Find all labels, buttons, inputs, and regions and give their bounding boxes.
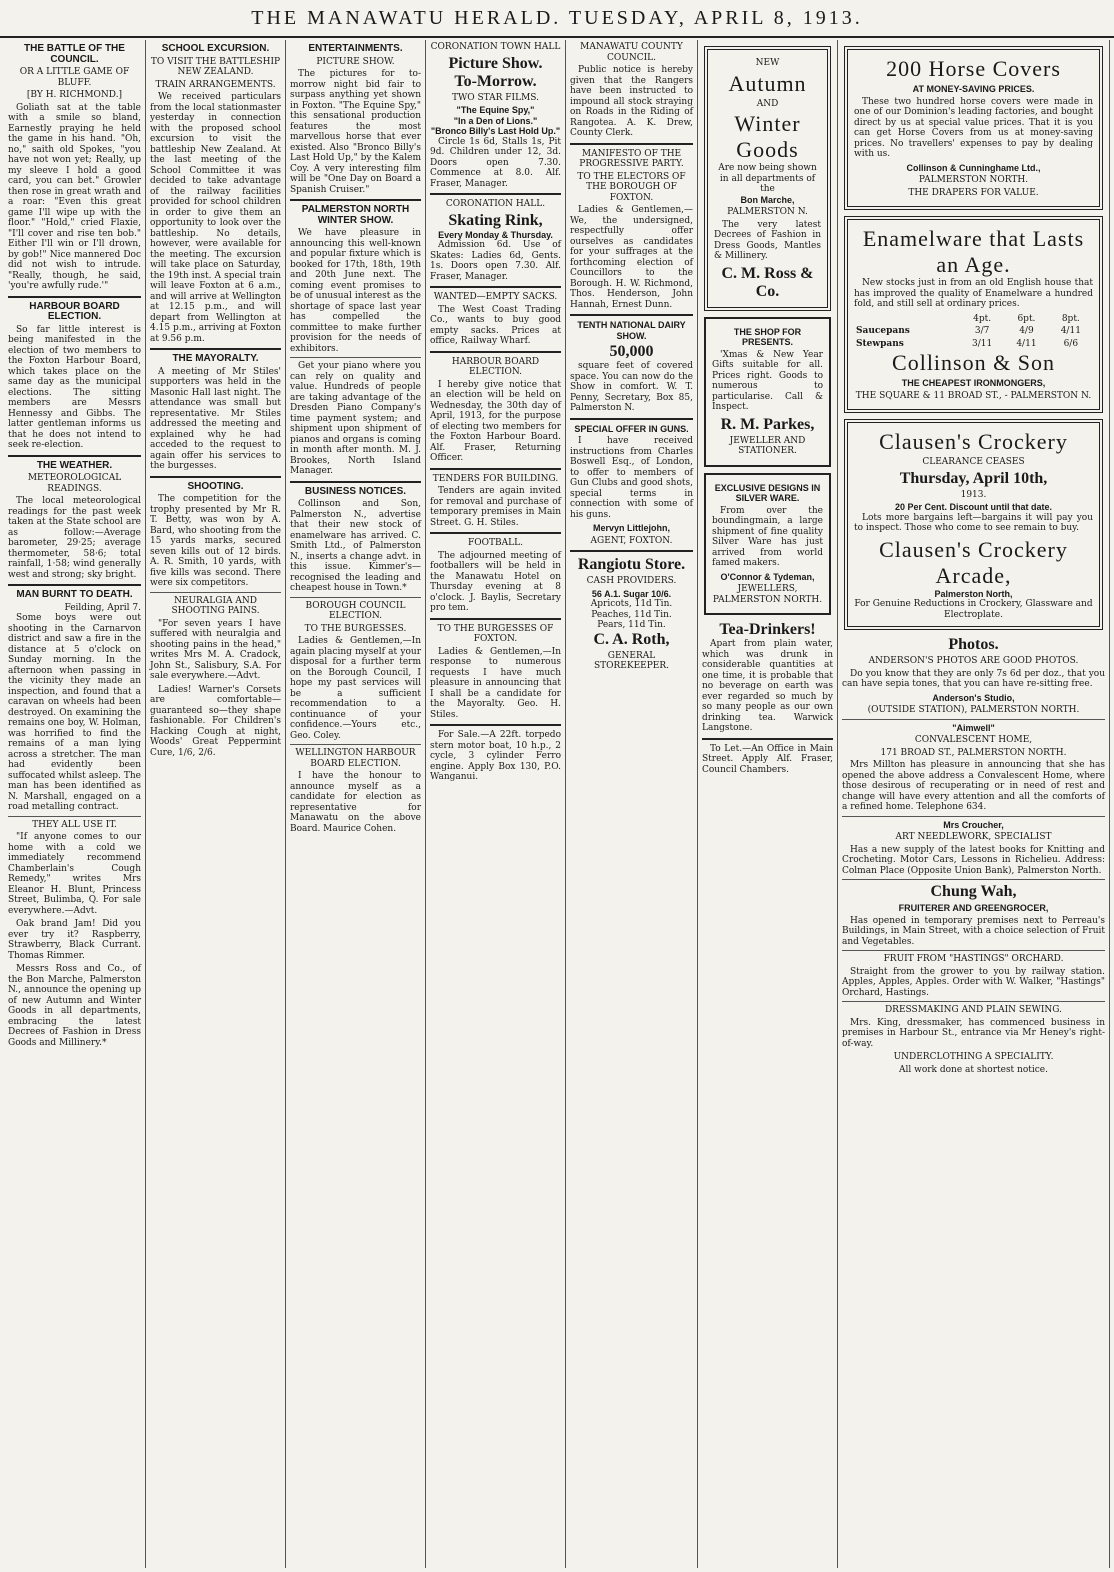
ross-new: NEW bbox=[755, 58, 780, 68]
dairy-title: TENTH NATIONAL DAIRY SHOW. bbox=[577, 320, 686, 341]
neuralgia-body: "For seven years I have suffered with neuralgia and shooting pains in the head," writes Mrs M. A. Cradock, John St., Salisbury, S.A. For sale everywhere.—Advt. bbox=[150, 618, 281, 681]
rangiotu-title: Rangiotu Store. bbox=[577, 556, 686, 573]
clausen-disc: 20 Per Cent. Discount until that date. bbox=[894, 502, 1053, 512]
tolet-body: To Let.—An Office in Main Street. Apply Alf. Fraser, Council Chambers. bbox=[702, 743, 833, 775]
hall-film-2: "In a Den of Lions." bbox=[453, 115, 538, 126]
shooting-body: The competition for the trophy presented by Mr R. T. Betty, was won by A. Bard, who shooting from the 15 yards marks, secured seven kills out of 12 birds. A. R. Smith, 10 yards, with five kills was second. There were six competitors. bbox=[150, 494, 281, 588]
tea-title: Tea-Drinkers! bbox=[719, 621, 816, 638]
fruit-body: Straight from the grower to you by railway station. Apples, Apples, Apples. Order with W. Walker, "Hastings" Orchard, Hastings. bbox=[842, 966, 1105, 998]
silver-name: O'Connor & Tydeman, bbox=[720, 571, 815, 582]
hbe-title: HARBOUR BOARD ELECTION. bbox=[451, 356, 540, 377]
arcade-town: Palmerston North, bbox=[934, 588, 1013, 599]
battle-title: THE BATTLE OF THE COUNCIL. bbox=[24, 43, 125, 65]
hall-title: CORONATION TOWN HALL bbox=[430, 42, 561, 52]
manifesto-subtitle: TO THE ELECTORS OF THE BOROUGH OF FOXTON. bbox=[577, 171, 686, 203]
rangiotu-sugar: 56 A.1. Sugar 10/6. bbox=[591, 588, 672, 599]
column-2 bbox=[146, 40, 286, 1568]
useit-title: THEY ALL USE IT. bbox=[32, 819, 117, 830]
notices-body: Collinson and Son, Palmerston N., advertise that their new stock of enamelware has arrived. C. Smith Ltd., of Palmerston N., inserts a change advt. in this issue. Kimmer's—recognised the leading and cheapest house in Town.* bbox=[290, 499, 421, 593]
county-body: Public notice is hereby given that the Rangers have been instructed to impound all stock straying on Roads in the Riding of Rangotea. A. K. Drew, County Clerk. bbox=[570, 65, 693, 138]
mayoralty-body: A meeting of Mr Stiles' supporters was held in the Masonic Hall last night. The attendance was small but representative. Mr Stiles addressed the meeting and explained why he had acceded to the request to again offer his services to the burgesses. bbox=[150, 366, 281, 471]
aimwell-body: Mrs Millton has pleasure in announcing that she has opened the above address a Convalescent Home, where those desirous of recuperating or in need of rest and change will have every attention and all the comforts of a refined home. Telephone 634. bbox=[842, 760, 1105, 812]
manifesto-title: MANIFESTO OF THE PROGRESSIVE PARTY. bbox=[579, 148, 684, 169]
ross-latest: The very latest Decrees of Fashion in Dress Goods, Mantles & Millinery. bbox=[714, 219, 821, 261]
horse-ad bbox=[844, 46, 1103, 210]
column-1 bbox=[4, 40, 146, 1568]
parkes-body: 'Xmas & New Year Gifts suitable for all. Prices right. Goods to numerous to particularise. Call & Inspect. bbox=[712, 349, 823, 412]
football-body: The adjourned meeting of footballers will be held in the Manawatu Hotel on Thursday evening at 8 o'clock. J. Baylis, Secretary pro tem. bbox=[430, 550, 561, 613]
ross-goods: Goods bbox=[736, 137, 799, 162]
tea-body: Apart from plain water, which was drunk in considerable quantities at one time, it is probable that no beverage on earth was ever regarded so much by so many people as our own drinking tea. Warwick Langstone. bbox=[702, 639, 833, 733]
marche-body: Messrs Ross and Co., of the Bon Marche, Palmerston N., announce the opening up of new Autumn and Winter Goods in all departments, embracing the latest Decrees of Fashion in Dress Goods and Millinery.* bbox=[8, 964, 141, 1048]
guns-agent: Mervyn Littlejohn, bbox=[592, 523, 670, 533]
arcade-title: Clausen's Crockery Arcade, bbox=[879, 536, 1068, 588]
silver-ad bbox=[704, 473, 831, 616]
silver-body: From over the boundingmain, a large shipment of fine quality Silver Ware has just arrived from world famed makers. bbox=[712, 505, 823, 568]
sale-body: For Sale.—A 22ft. torpedo stern motor boat, 10 h.p., 2 cycle, 3 cylinder Ferro engine. Apply Box 130, P.O. Wanganui. bbox=[430, 730, 561, 782]
clausen-ad bbox=[844, 419, 1103, 630]
ross-winter: Winter bbox=[734, 111, 801, 136]
rink-when: Every Monday & Thursday. bbox=[438, 229, 553, 240]
chung-body: Has opened in temporary premises next to Perreau's Buildings, in Main Street, with a choice selection of Fruit and Vegetables. bbox=[842, 915, 1105, 947]
rink-name: Skating Rink, bbox=[448, 211, 543, 229]
column-3 bbox=[286, 40, 426, 1568]
column-6 bbox=[698, 40, 838, 1568]
clausen-year: 1913. bbox=[960, 489, 987, 500]
rink-title: CORONATION HALL. bbox=[445, 199, 546, 209]
weather-body: The local meteorological readings for the past week taken at the State school are as follow:—Average barometer, 29·25; average thermometer, 58·6; total rainfall, 1·58; wind generally west and strong; sky bright. bbox=[8, 496, 141, 580]
clausen-date: Thursday, April 10th, bbox=[899, 469, 1048, 487]
guns-title: SPECIAL OFFER IN GUNS. bbox=[574, 423, 689, 434]
parkes-name: R. M. Parkes, bbox=[720, 415, 815, 433]
ent-body: The pictures for to-morrow night bid fair to surpass anything yet shown in Foxton. "The Equine Spy," this sensational production features the most marvellous horse that ever existed. Also "Bronco Billy's Last Hold Up," by the Kalem Coy. A very interesting film will be "One Day on Board a Spanish Cruiser." bbox=[290, 69, 421, 195]
enamel-ad bbox=[844, 216, 1103, 413]
enamel-price-table: 4pt. 6pt. 8pt. Saucepans 3/7 4/9 4/11 Stewpans 3/11 4/11 6/6 bbox=[854, 313, 1093, 351]
photos-subtitle: ANDERSON'S PHOTOS ARE GOOD PHOTOS. bbox=[868, 656, 1079, 666]
battle-subtitle: OR A LITTLE GAME OF BLUFF. bbox=[19, 67, 130, 88]
horse-subtitle: AT MONEY-SAVING PRICES. bbox=[912, 84, 1035, 94]
dairy-body: square feet of covered space. You can now do the Show in comfort. W. T. Penny, Secretary, Box 85, Palmerston N. bbox=[570, 361, 693, 413]
manifesto-body: Ladies & Gentlemen,—We, the undersigned, respectfully offer ourselves as candidates for your suffrages at the forthcoming election of Councillors to the Borough. H. W. Richmond, Thos. Henderson, John Hannah, Ernest Dunn. bbox=[570, 205, 693, 310]
croucher-title: Mrs Croucher, bbox=[943, 819, 1004, 830]
fruit-title: FRUIT FROM "HASTINGS" ORCHARD. bbox=[883, 954, 1064, 964]
silver-title: EXCLUSIVE DESIGNS IN SILVER WARE. bbox=[714, 482, 821, 503]
wellington-body: I have the honour to announce myself as a candidate for election as representative for Manawatu on the above Board. Maurice Cohen. bbox=[290, 771, 421, 834]
dress-body: Mrs. King, dressmaker, has commenced business in premises in Harbour St., entrance via Mr Heney's right-of-way. bbox=[842, 1017, 1105, 1049]
rangiotu-subtitle: CASH PROVIDERS. bbox=[586, 576, 677, 586]
borough-subtitle: TO THE BURGESSES. bbox=[304, 623, 407, 634]
masthead bbox=[0, 0, 1114, 38]
horse-name: Collinson & Cunninghame Ltd., bbox=[906, 162, 1041, 173]
burnt-title: MAN BURNT TO DEATH. bbox=[16, 589, 133, 600]
photos-addr: (OUTSIDE STATION), PALMERSTON NORTH. bbox=[867, 705, 1080, 715]
useit-body: "If anyone comes to our home with a cold we immediately recommend Chamberlain's Cough Remedy," writes Mrs Eleanor H. Blunt, Princess Street, Bulimba, Q. For sale everywhere.—Advt. bbox=[8, 832, 141, 916]
rangiotu-item: Peaches, 11d Tin. bbox=[591, 609, 672, 620]
sacks-title: WANTED—EMPTY SACKS. bbox=[433, 292, 558, 302]
under-body: All work done at shortest notice. bbox=[899, 1064, 1048, 1075]
borough-title: BOROUGH COUNCIL ELECTION. bbox=[305, 600, 406, 621]
burgess-body: Ladies & Gentlemen,—In response to numerous requests I have much pleasure in announcing that I shall be a candidate for the Mayoralty. Geo. H. Stiles. bbox=[430, 646, 561, 720]
parkes-ad bbox=[704, 317, 831, 467]
enamel-title: Enamelware that Lasts an Age. bbox=[862, 226, 1085, 277]
excursion-subtitle-2: TRAIN ARRANGEMENTS. bbox=[155, 79, 276, 90]
excursion-subtitle: TO VISIT THE BATTLESHIP NEW ZEALAND. bbox=[150, 56, 281, 77]
borough-body: Ladies & Gentlemen,—In again placing myself at your disposal for a further term on the Borough Council, I hope my past services will be a sufficient recommendation to a continuance of your confidence.—Yours etc., Geo. Coley. bbox=[290, 636, 421, 741]
guns-agent-sub: AGENT, FOXTON. bbox=[590, 535, 673, 546]
enamel-addr: THE SQUARE & 11 BROAD ST., - PALMERSTON N. bbox=[855, 390, 1092, 401]
football-title: FOOTBALL. bbox=[468, 538, 523, 548]
clausen-subtitle: CLEARANCE CEASES bbox=[922, 457, 1025, 467]
excursion-body: We received particulars from the local stationmaster yesterday in connection with the proposed school excursion to visit the battleship New Zealand. At the last meeting of the School Committee it was decided to take advantage of the railway facilities provided for school children in order to give them an opportunity to look over the battleship. No details, however, were available for the meeting. The excursion will take place on Saturday, the 19th inst. A special train will leave Foxton at 6 a.m., and will arrive at Wellington at 12.15 p.m., and will depart from Wellington at 4.15 p.m., arriving at Foxton at 9.56 p.m. bbox=[150, 92, 281, 344]
rangiotu-owner-sub: GENERAL STOREKEEPER. bbox=[593, 650, 670, 671]
clausen-title: Clausen's Crockery bbox=[879, 429, 1068, 454]
notices-title: BUSINESS NOTICES. bbox=[304, 485, 407, 497]
dairy-big: 50,000 bbox=[609, 343, 654, 360]
winter-body: We have pleasure in announcing this well-known and popular fixture which is booked for 17th, 18th, 19th and 20th June next. The coming event promises to be of unusual interest as the shortage of space last year has compelled the committee to make further provision for the needs of exhibitors. bbox=[290, 228, 421, 354]
oak-body: Oak brand Jam! Did you ever try it? Raspberry, Strawberry, Black Currant. Thomas Rimmer. bbox=[8, 919, 141, 961]
table-row: Stewpans 3/11 4/11 6/6 bbox=[856, 338, 1079, 349]
rangiotu-owner: C. A. Roth, bbox=[593, 630, 670, 648]
corsets-body: Ladies! Warner's Corsets are comfortable—guaranteed so—they shape fashionable. For Children's Hacking Cough at night, Woods' Great Peppermint Cure, 1/6, 2/6. bbox=[150, 684, 281, 758]
column-4 bbox=[426, 40, 566, 1568]
clausen-body: Lots more bargains left—bargains it will pay you to inspect. Those who come to see remain to buy. bbox=[854, 512, 1093, 533]
under-title: UNDERCLOTHING A SPECIALITY. bbox=[893, 1052, 1054, 1062]
mayoralty-title: THE MAYORALTY. bbox=[172, 353, 259, 364]
hall-prices: Circle 1s 6d, Stalls 1s, Pit 9d. Children under 12, 3d. Doors open 7.30. Commence at 8.0. Alf. Fraser, Manager. bbox=[430, 136, 561, 189]
column-7 bbox=[838, 40, 1110, 1568]
masthead-title: THE MANAWATU HERALD. TUESDAY, APRIL 8, 1913. bbox=[251, 7, 863, 29]
hall-film-3: "Bronco Billy's Last Hold Up." bbox=[430, 126, 561, 136]
chung-title: Chung Wah, bbox=[930, 883, 1017, 900]
ross-town: PALMERSTON N. bbox=[727, 207, 808, 217]
parkes-title: THE SHOP FOR PRESENTS. bbox=[733, 326, 802, 347]
photos-name: Anderson's Studio, bbox=[932, 692, 1015, 703]
ent-subtitle: PICTURE SHOW. bbox=[316, 56, 395, 67]
aimwell-subtitle: CONVALESCENT HOME, bbox=[914, 735, 1033, 745]
horse-town: PALMERSTON NORTH. bbox=[918, 175, 1029, 185]
county-title: MANAWATU COUNTY COUNCIL. bbox=[580, 42, 683, 63]
winter-title: PALMERSTON NORTH WINTER SHOW. bbox=[301, 204, 410, 226]
piano-body: Get your piano where you can rely on quality and value. Hundreds of people are taking advantage of the Dresden Piano Company's time payment system; and shipment upon shipment of pianos and organs is coming in month after month. M. J. Brookes, North Island Manager. bbox=[290, 361, 421, 476]
rangiotu-item: Pears, 11d Tin. bbox=[597, 620, 666, 630]
hall-films: TWO STAR FILMS. bbox=[451, 92, 539, 103]
photos-body: Do you know that they are only 7s 6d per doz., that you can have sepia tones, that you can have re-sitting free. bbox=[842, 668, 1105, 689]
weather-subtitle: METEOROLOGICAL READINGS. bbox=[27, 473, 122, 494]
croucher-subtitle: ART NEEDLEWORK, SPECIALIST bbox=[895, 832, 1052, 842]
ross-ad bbox=[704, 46, 831, 311]
tenders-body: Tenders are again invited for removal and purchase of temporary premises in Main Street. G. H. Stiles. bbox=[430, 486, 561, 528]
battle-body: Goliath sat at the table with a smile so bland, Earnestly praying he held the game in his hand. "Oh, no," saith old Spokes, "you have not won yet; Really, up my sleeve I hold a good card, you can bet." Growler then rose in great wrath and a roar: "Even this great game I'll wipe up with the floor." "Hold," cried Flaxie, "I'll cover and rise ten bob." Either I'll win or I'll drown, by gob!" Nice mannered Doc did not wish to intrude. "Really, though, he said, 'you're awfully rude.'" bbox=[8, 102, 141, 291]
harbour-title: HARBOUR BOARD ELECTION. bbox=[29, 300, 120, 322]
horse-body: These two hundred horse covers were made in one of our Dominion's leading factories, and bought direct by us at special value prices. That it is you can get Horse Covers from us at money-saving prices. No travellers' expenses to pay by dealing with us. bbox=[854, 96, 1093, 159]
ross-body: Are now being shown in all departments of the bbox=[718, 163, 817, 194]
burgess-title: TO THE BURGESSES OF FOXTON. bbox=[437, 623, 554, 644]
photos-title: Photos. bbox=[948, 636, 999, 653]
enamel-body: New stocks just in from an old English house that has improved the quality of Enamelware a hundred fold, and still sell at ordinary prices. bbox=[854, 278, 1093, 309]
silver-sub: JEWELLERS, PALMERSTON NORTH. bbox=[712, 584, 823, 605]
aimwell-title: "Aimwell" bbox=[952, 722, 995, 733]
ross-store: Bon Marche, bbox=[740, 194, 795, 205]
burnt-body: Some boys were out shooting in the Carnarvon district and saw a fire in the distance at 5 o'clock on Sunday morning. In the afternoon when passing in the vicinity they made an inspection, and found that a caravan on wheels had been destroyed. On examining the remains one boy, W. Holman, was horrified to find the remains of a man lying across a stretcher. The man had evidently been suffocated whilst asleep. The man has been identified as N. Marshall, engaged on a road metalling contract. bbox=[8, 613, 141, 812]
sacks-body: The West Coast Trading Co., wants to buy good empty sacks. Prices at office, Railway Wharf. bbox=[430, 304, 561, 346]
table-row: Saucepans 3/7 4/9 4/11 bbox=[856, 326, 1081, 336]
hall-film-1: "The Equine Spy," bbox=[456, 105, 535, 115]
horse-tag: THE DRAPERS FOR VALUE. bbox=[908, 187, 1039, 198]
battle-byline: [BY H. RICHMOND.] bbox=[26, 90, 123, 100]
rink-body: Admission 6d. Use of Skates: Ladies 6d, Gents. 1s. Doors open 7.30. Alf. Fraser, Manager. bbox=[430, 240, 561, 282]
ross-and: AND bbox=[756, 98, 779, 109]
ross-autumn: Autumn bbox=[728, 70, 807, 96]
guns-body: I have received instructions from Charles Boswell Esq., of London, to offer to members of Gun Clubs and good shots, special terms in connection with some of his guns. bbox=[570, 436, 693, 520]
weather-title: THE WEATHER. bbox=[36, 459, 113, 471]
tenders-title: TENDERS FOR BUILDING. bbox=[432, 473, 559, 484]
burnt-dateline: Feilding, April 7. bbox=[64, 602, 141, 613]
neuralgia-title: NEURALGIA AND SHOOTING PAINS. bbox=[171, 595, 260, 616]
ross-name: C. M. Ross & Co. bbox=[721, 264, 814, 300]
hall-show: Picture Show. bbox=[448, 54, 543, 72]
enamel-name: Collinson & Son bbox=[892, 350, 1055, 375]
dress-title: DRESSMAKING AND PLAIN SEWING. bbox=[884, 1005, 1063, 1015]
hbe-body: I hereby give notice that an election will be held on Wednesday, the 30th day of April, 1913, for the purpose of electing two members for the Foxton Harbour Board. Alf. Fraser, Returning Officer. bbox=[430, 379, 561, 463]
shooting-title: SHOOTING. bbox=[187, 480, 244, 492]
ent-title: ENTERTAINMENTS. bbox=[308, 43, 403, 54]
rangiotu-item: Apricots, 11d Tin. bbox=[590, 599, 673, 609]
parkes-sub: JEWELLER AND STATIONER. bbox=[729, 435, 806, 456]
chung-subtitle: FRUITERER AND GREENGROCER, bbox=[898, 903, 1049, 913]
excursion-title: SCHOOL EXCURSION. bbox=[161, 43, 270, 54]
croucher-body: Has a new supply of the latest books for Knitting and Crocheting. Motor Cars, Lessons in Richelieu. Address: Colman Place (Opposite Union Bank), Palmerston North. bbox=[842, 844, 1105, 876]
arcade-sub: For Genuine Reductions in Crockery, Glassware and Electroplate. bbox=[854, 599, 1093, 620]
aimwell-addr: 171 BROAD ST., PALMERSTON NORTH. bbox=[880, 747, 1067, 758]
horse-title: 200 Horse Covers bbox=[886, 56, 1061, 81]
hall-when: To-Morrow. bbox=[454, 72, 537, 90]
enamel-sub: THE CHEAPEST IRONMONGERS, bbox=[901, 378, 1046, 388]
harbour-body: So far little interest is being manifested in the election of two members to the Foxton Harbour Board, which takes place on the same day as the municipal elections. The sitting members are Messrs Hennessy and Gibbs. The latter gentleman informs us that he does not intend to seek re-election. bbox=[8, 324, 141, 450]
column-5 bbox=[566, 40, 698, 1568]
wellington-title: WELLINGTON HARBOUR BOARD ELECTION. bbox=[295, 748, 416, 769]
